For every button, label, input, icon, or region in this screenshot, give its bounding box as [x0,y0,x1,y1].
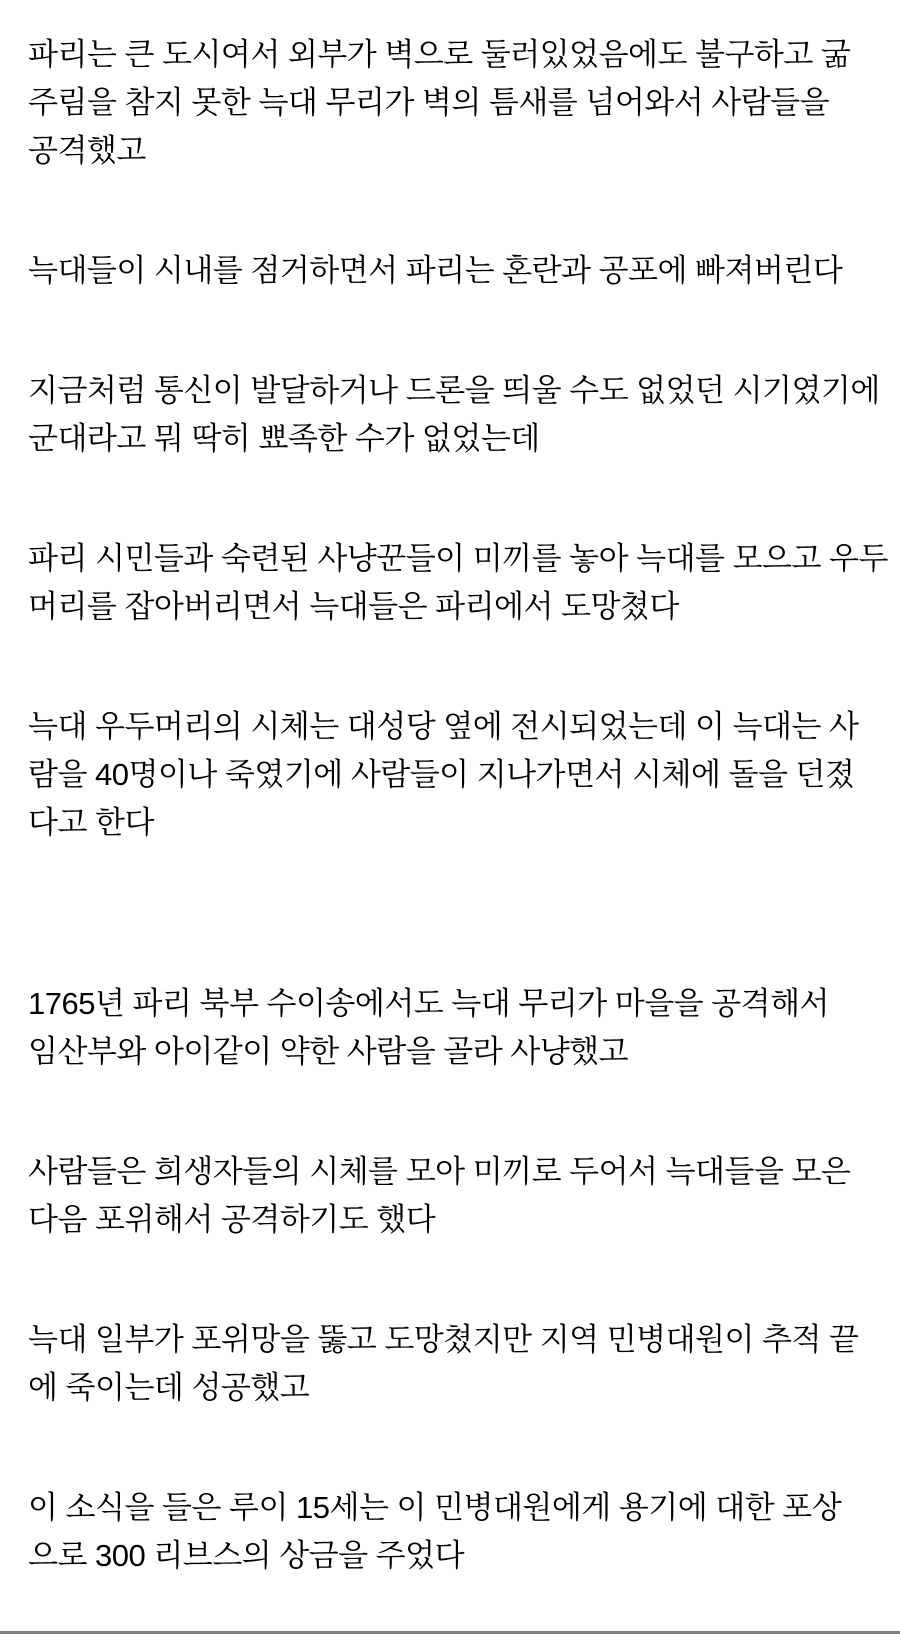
text-line: 다고 한다 [28,805,154,840]
text-line: 임산부와 아이같이 약한 사람을 골라 사냥했고 [28,1034,629,1069]
paragraph-2 [28,247,875,295]
text-line: 공격했고 [28,133,146,168]
text-line: 사람들은 희생자들의 시체를 모아 미끼로 두어서 늑대들을 모은 [28,1154,851,1189]
paragraph-5 [28,703,875,847]
bottom-divider [0,1631,900,1634]
text-line: 이 소식을 들은 루이 15세는 이 민병대원에게 용기에 대한 포상 [28,1490,842,1525]
text-line: 에 죽이는데 성공했고 [28,1370,310,1405]
paragraph-9 [28,1484,875,1580]
paragraph-4 [28,535,888,631]
text-line: 람을 40명이나 죽였기에 사람들이 지나가면서 시체에 돌을 던졌 [28,757,855,792]
text-line: 머리를 잡아버리면서 늑대들은 파리에서 도망쳤다 [28,589,679,624]
text-line: 늑대 우두머리의 시체는 대성당 옆에 전시되었는데 이 늑대는 사 [28,709,859,744]
paragraph-8 [28,1316,875,1412]
text-line: 늑대들이 시내를 점거하면서 파리는 혼란과 공포에 빠져버린다 [28,253,843,288]
text-line: 지금처럼 통신이 발달하거나 드론을 띄울 수도 없었던 시기였기에 [28,373,880,408]
text-line: 다음 포위해서 공격하기도 했다 [28,1202,436,1237]
paragraph-1 [28,31,875,175]
text-line: 주림을 참지 못한 늑대 무리가 벽의 틈새를 넘어와서 사람들을 [28,85,830,120]
text-line: 늑대 일부가 포위망을 뚫고 도망쳤지만 지역 민병대원이 추적 끝 [28,1322,859,1357]
text-line: 으로 300 리브스의 상금을 주었다 [28,1538,465,1573]
text-line: 파리는 큰 도시여서 외부가 벽으로 둘러있었음에도 불구하고 굶 [28,37,851,72]
text-line: 군대라고 뭐 딱히 뾰족한 수가 없었는데 [28,421,540,456]
text-line: 파리 시민들과 숙련된 사냥꾼들이 미끼를 놓아 늑대를 모으고 우두 [28,541,888,576]
text-line: 1765년 파리 북부 수이송에서도 늑대 무리가 마을을 공격해서 [28,986,830,1021]
paragraph-7 [28,1148,875,1244]
paragraph-3 [28,367,880,463]
paragraph-6 [28,980,875,1076]
